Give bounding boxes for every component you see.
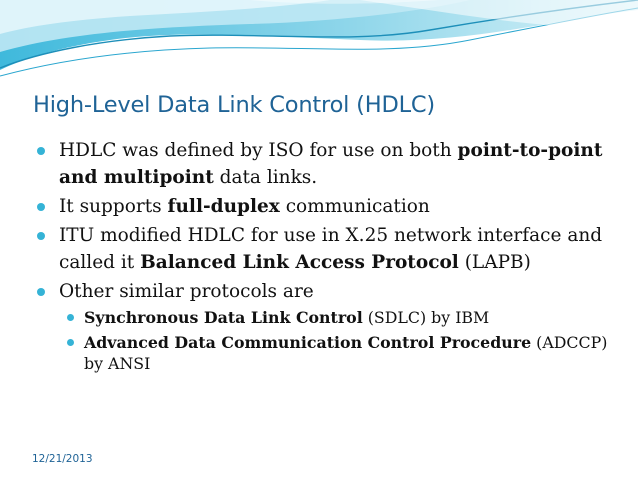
sub-bullet-text: (SDLC) by IBM xyxy=(362,308,490,327)
sub-bullet-text: (ADCCP) by ANSI xyxy=(84,333,608,373)
bullet-text: It supports xyxy=(59,196,168,217)
sub-bullet-dot-icon xyxy=(67,314,74,321)
header-wave-decoration xyxy=(0,0,638,95)
bullet-item xyxy=(18,193,628,220)
bullet-dot-icon xyxy=(37,232,45,240)
bullet-dot-icon xyxy=(37,203,45,211)
bullet-text: communication xyxy=(279,196,430,217)
bullet-text: HDLC was defined by ISO for use on both xyxy=(59,140,458,161)
bullet-dot-icon xyxy=(37,147,45,155)
bullet-emphasis: full-duplex xyxy=(167,196,280,217)
sub-bullet-emphasis: Synchronous Data Link Control xyxy=(84,308,363,327)
sub-bullet-dot-icon xyxy=(67,339,74,346)
bullet-text: data links. xyxy=(213,167,318,188)
footer-date: 12/21/2013 xyxy=(32,453,93,465)
bullet-emphasis: Balanced Link Access Protocol xyxy=(140,252,459,273)
slide-content xyxy=(18,137,628,378)
bullet-item xyxy=(18,278,628,305)
bullet-text: (LAPB) xyxy=(458,252,531,273)
slide-title: High-Level Data Link Control (HDLC) xyxy=(33,92,436,118)
sub-bullet-item xyxy=(18,307,628,328)
bullet-dot-icon xyxy=(37,288,45,296)
bullet-emphasis: point-to-point and multipoint xyxy=(59,140,603,188)
bullet-text: Other similar protocols are xyxy=(59,281,314,302)
bullet-item xyxy=(18,222,628,276)
sub-bullet-emphasis: Advanced Data Communication Control Procedure xyxy=(84,333,532,352)
sub-bullet-item xyxy=(18,332,628,374)
bullet-text: ITU modified HDLC for use in X.25 network interface and called it xyxy=(59,225,603,273)
bullet-item xyxy=(18,137,628,191)
